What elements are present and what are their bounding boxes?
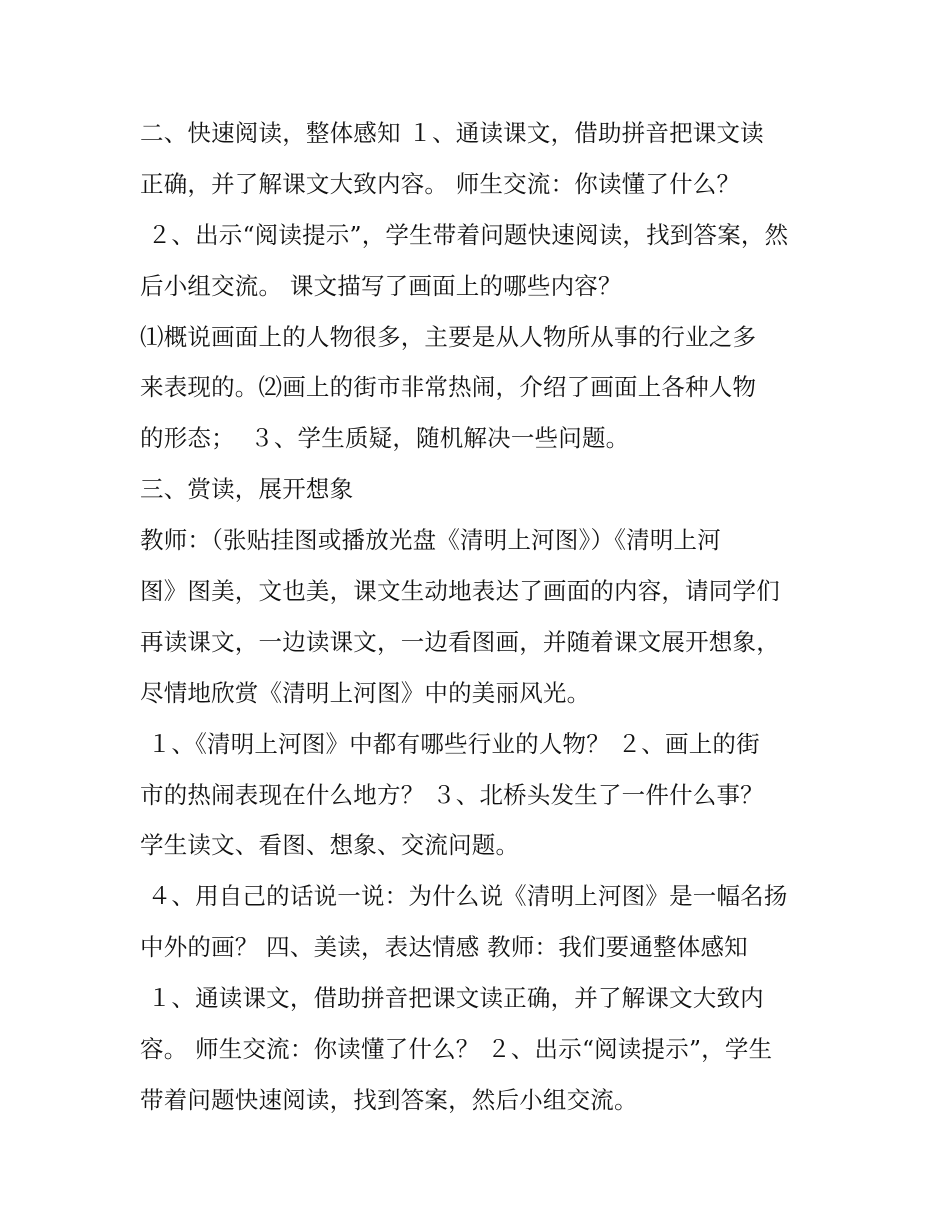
text-line: 来表现的。⑵画上的街市非常热闹，介绍了画面上各种人物 xyxy=(140,373,757,402)
text-line: １、通读课文，借助拼音把课文读正确，并了解课文大致内 xyxy=(140,984,764,1013)
text-line: 二、快速阅读，整体感知 １、通读课文，借助拼音把课文读 xyxy=(140,119,764,147)
text-line: 带着问题快速阅读，找到答案，然后小组交流。 xyxy=(140,1085,638,1114)
text-line: １、《清明上河图》中都有哪些行业的人物？ ２、画上的街 xyxy=(140,729,760,758)
text-line: 正确，并了解课文大致内容。 师生交流：你读懂了什么？ xyxy=(140,169,741,198)
text-line: 图》图美，文也美，课文生动地表达了画面的内容，请同学们 xyxy=(140,577,780,606)
text-line: ⑴概说画面上的人物很多，主要是从人物所从事的行业之多 xyxy=(140,322,757,351)
text-line: 容。 师生交流：你读懂了什么？ ２、出示“阅读提示”，学生 xyxy=(140,1035,773,1064)
text-line: 再读课文，一边读课文，一边看图画，并随着课文展开想象， xyxy=(140,627,780,656)
text-line: 尽情地欣赏《清明上河图》中的美丽风光。 xyxy=(140,678,591,707)
text-line: 教师：（张贴挂图或播放光盘《清明上河图》）《清明上河 xyxy=(140,526,721,555)
text-line: 中外的画？ 四、美读，表达情感 教师：我们要通整体感知 xyxy=(140,933,748,962)
text-line: 市的热闹表现在什么地方？ ３、北桥头发生了一件什么事？ xyxy=(140,780,764,809)
text-line: ２、出示“阅读提示”，学生带着问题快速阅读，找到答案，然 xyxy=(140,220,789,249)
text-line: 学生读文、看图、想象、交流问题。 xyxy=(140,831,520,860)
text-line: 后小组交流。 课文描写了画面上的哪些内容？ xyxy=(140,271,622,300)
text-line: 的形态； ３、学生质疑，随机解决一些问题。 xyxy=(140,424,630,453)
section-heading: 三、赏读，展开想象 xyxy=(140,475,354,504)
document-body xyxy=(140,108,830,1126)
text-line: ４、用自己的话说一说：为什么说《清明上河图》是一幅名扬 xyxy=(140,882,788,911)
